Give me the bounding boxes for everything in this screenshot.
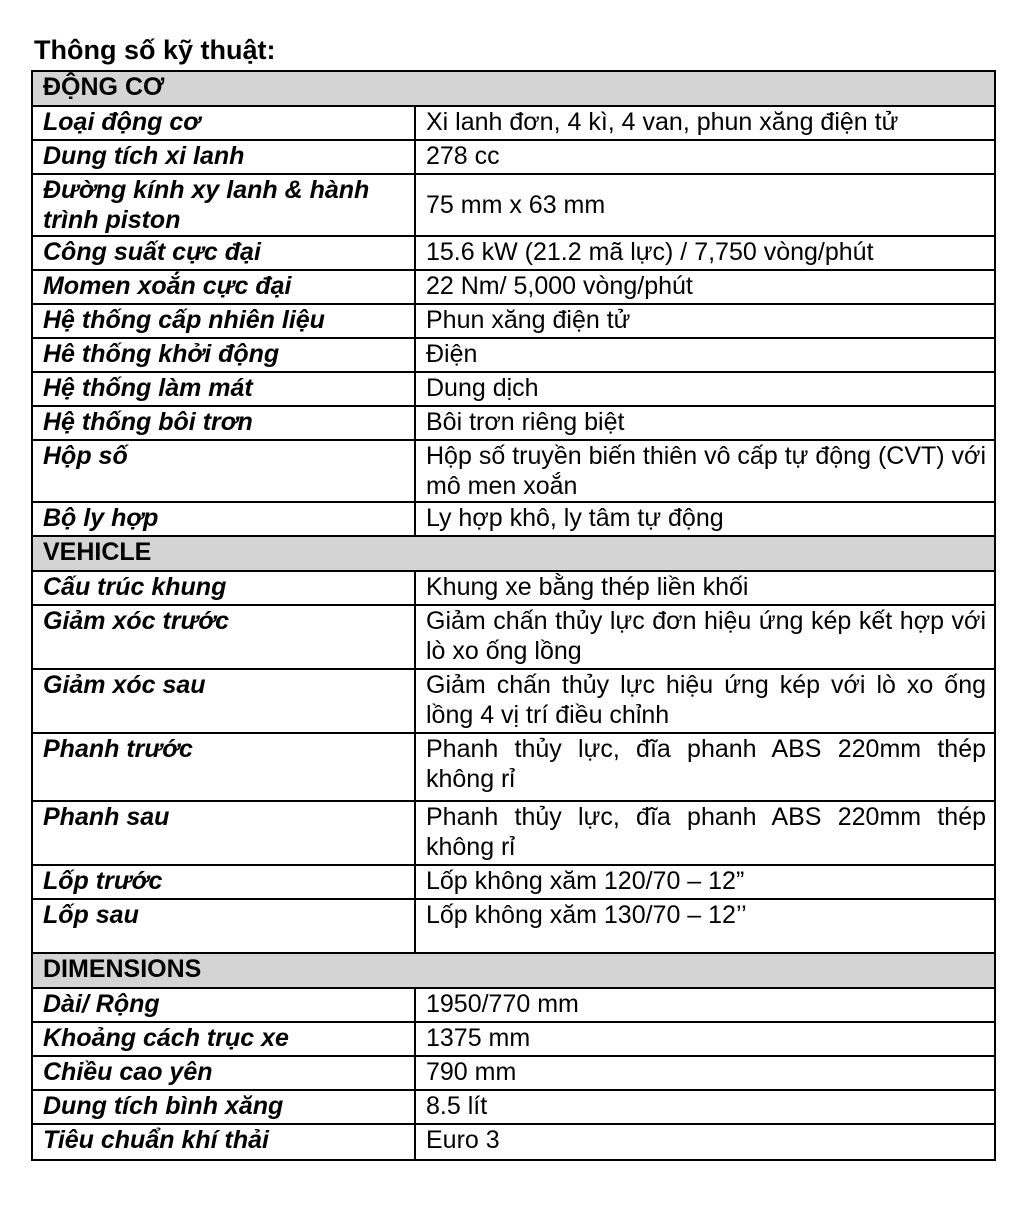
spec-value: Khung xe bằng thép liền khối [415, 571, 995, 605]
section-header-row [32, 953, 995, 988]
spec-value: 8.5 lít [415, 1090, 995, 1124]
spec-row [32, 338, 995, 372]
spec-row [32, 899, 995, 953]
spec-value: 1375 mm [415, 1022, 995, 1056]
spec-row [32, 406, 995, 440]
spec-value: Lốp không xăm 120/70 – 12” [415, 865, 995, 899]
spec-label: Giảm xóc sau [32, 669, 415, 733]
spec-table [31, 70, 996, 1161]
spec-label: Dung tích bình xăng [32, 1090, 415, 1124]
spec-label: Dài/ Rộng [32, 988, 415, 1022]
spec-value: 75 mm x 63 mm [415, 174, 995, 236]
spec-value: Ly hợp khô, ly tâm tự động [415, 502, 995, 536]
spec-label: Lốp trước [32, 865, 415, 899]
section-heading: VEHICLE [32, 536, 995, 571]
spec-value: Bôi trơn riêng biệt [415, 406, 995, 440]
spec-value: Giảm chấn thủy lực đơn hiệu ứng kép kết hợp với lò xo ống lồng [415, 605, 995, 669]
spec-value: Phanh thủy lực, đĩa phanh ABS 220mm thép không rỉ [415, 801, 995, 865]
spec-row [32, 605, 995, 669]
spec-value: Phun xăng điện tử [415, 304, 995, 338]
spec-row [32, 174, 995, 236]
spec-row [32, 440, 995, 502]
spec-value: Lốp không xăm 130/70 – 12’’ [415, 899, 995, 953]
spec-label: Đường kính xy lanh & hành trình piston [32, 174, 415, 236]
spec-label: Phanh sau [32, 801, 415, 865]
spec-row [32, 733, 995, 801]
spec-label: Hộp số [32, 440, 415, 502]
spec-row [32, 1022, 995, 1056]
spec-label: Giảm xóc trước [32, 605, 415, 669]
section-header-row [32, 536, 995, 571]
spec-row [32, 669, 995, 733]
spec-row [32, 1056, 995, 1090]
page-title: Thông số kỹ thuật: [34, 35, 276, 65]
spec-row [32, 304, 995, 338]
spec-value: 22 Nm/ 5,000 vòng/phút [415, 270, 995, 304]
spec-label: Bộ ly hợp [32, 502, 415, 536]
spec-label: Công suất cực đại [32, 236, 415, 270]
spec-row [32, 140, 995, 174]
spec-value: Euro 3 [415, 1124, 995, 1160]
spec-label: Phanh trước [32, 733, 415, 801]
spec-label: Dung tích xi lanh [32, 140, 415, 174]
spec-label: Tiêu chuẩn khí thải [32, 1124, 415, 1160]
spec-table-body [32, 71, 995, 1160]
spec-row [32, 502, 995, 536]
spec-label: Momen xoắn cực đại [32, 270, 415, 304]
spec-label: Hệ thống cấp nhiên liệu [32, 304, 415, 338]
spec-value: 1950/770 mm [415, 988, 995, 1022]
spec-label: Loại động cơ [32, 106, 415, 140]
spec-value: Xi lanh đơn, 4 kì, 4 van, phun xăng điện tử [415, 106, 995, 140]
spec-row [32, 372, 995, 406]
spec-row [32, 1090, 995, 1124]
spec-value: Hộp số truyền biến thiên vô cấp tự động (CVT) với mô men xoắn [415, 440, 995, 502]
spec-row [32, 988, 995, 1022]
spec-label: Lốp sau [32, 899, 415, 953]
spec-value: Giảm chấn thủy lực hiệu ứng kép với lò xo ống lồng 4 vị trí điều chỉnh [415, 669, 995, 733]
spec-row [32, 865, 995, 899]
section-heading: DIMENSIONS [32, 953, 995, 988]
spec-value: Dung dịch [415, 372, 995, 406]
section-heading: ĐỘNG CƠ [32, 71, 995, 106]
section-header-row [32, 71, 995, 106]
spec-value: 15.6 kW (21.2 mã lực) / 7,750 vòng/phút [415, 236, 995, 270]
spec-label: Hệ thống bôi trơn [32, 406, 415, 440]
spec-row [32, 270, 995, 304]
spec-label: Hệ thống làm mát [32, 372, 415, 406]
spec-value: 278 cc [415, 140, 995, 174]
spec-row [32, 1124, 995, 1160]
spec-row [32, 801, 995, 865]
spec-value: Phanh thủy lực, đĩa phanh ABS 220mm thép không rỉ [415, 733, 995, 801]
spec-label: Chiều cao yên [32, 1056, 415, 1090]
spec-label: Khoảng cách trục xe [32, 1022, 415, 1056]
spec-value: Điện [415, 338, 995, 372]
spec-label: Hê thống khởi động [32, 338, 415, 372]
spec-value: 790 mm [415, 1056, 995, 1090]
spec-label: Cấu trúc khung [32, 571, 415, 605]
spec-row [32, 236, 995, 270]
spec-row [32, 571, 995, 605]
spec-row [32, 106, 995, 140]
